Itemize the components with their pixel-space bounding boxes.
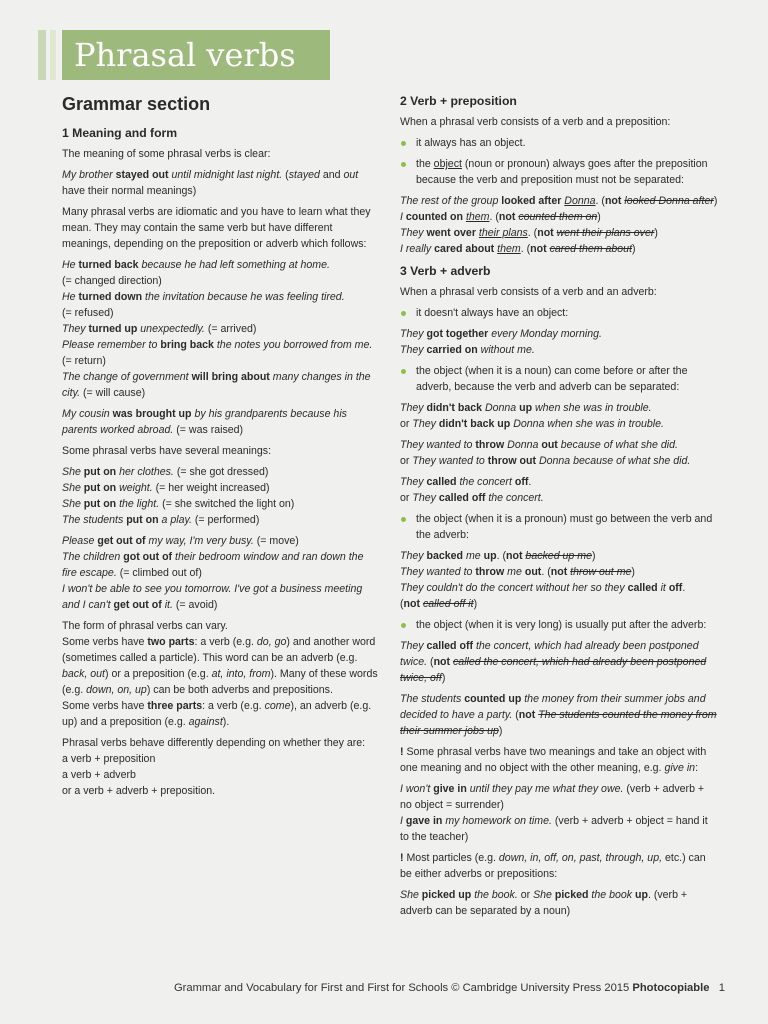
example-line: I really cared about them. (not cared them about) [400,243,636,255]
example-line: They called the concert off. [400,476,532,488]
s3-example-9: She picked up the book. or She picked the book up. (verb + adverb can be separated by a noun) [400,889,688,917]
s2-bullet-list [400,135,718,188]
example-line: The children got out of their bedroom window and ran down the fire escape. (= climbed out of) [62,551,364,579]
s3-examples-1 [400,326,718,358]
list-item: it doesn't always have an object: [400,305,718,321]
list-item: the object (when it is a noun) can come before or after the adverb, because the verb and adverb can be separated: [400,363,718,395]
header-decor-strip [38,30,46,80]
example-line: They wanted to throw me out. (not throw out me) [400,566,635,578]
s3-examples-8 [400,781,718,845]
example-line: or They didn't back up Donna when she was in trouble. [400,418,664,430]
photocopiable-label: Photocopiable [632,982,710,994]
example-line: They carried on without me. [400,344,535,356]
s3-examples-5 [400,548,718,612]
page-number: 1 [718,982,725,994]
s1-paragraph-3: Some phrasal verbs have several meanings: [62,445,272,457]
example-line: or They called off the concert. [400,492,544,504]
s3-examples-4 [400,474,718,506]
example-line: He turned down the invitation because he was feeling tired. (= refused) [62,291,345,319]
section-1-heading: 1 Meaning and form [62,126,178,140]
example-line: (not called off it) [400,598,478,610]
example-line: She put on the light. (= she switched the light on) [62,498,295,510]
s1-example-group-2 [62,257,380,401]
s1-example-3: My cousin was brought up by his grandparents because his parents worked abroad. (= was raised) [62,408,347,436]
s1-form-block [62,618,380,730]
example-line: Please get out of my way, I'm very busy. (= move) [62,535,299,547]
example-line: They backed me up. (not backed up me) [400,550,596,562]
s1-paragraph-7: Phrasal verbs behave differently depending on whether they are: a verb + preposition a verb + adverb or a verb + adverb + preposition. [62,737,366,797]
example-line: They couldn't do the concert without her so they called it off. [400,582,686,594]
list-item: it always has an object. [400,135,718,151]
s3-note-1: ! Some phrasal verbs have two meanings and take an object with one meaning and no object with the other meaning, e.g. give in: [400,746,707,774]
s2-examples [400,193,718,257]
example-line: I won't give in until they pay me what they owe. (verb + adverb + no object = surrender) [400,783,705,811]
s1-example-group-5 [62,533,380,613]
s1-paragraph-5: Some verbs have two parts: a verb (e.g. do, go) and another word (sometimes called a particle). This word can be an adverb (e.g. back, out) or a preposition (e.g. at, into, from). Many of these words (e.g. down, on, up) can be both adverbs and prepositions. [62,636,378,696]
s3-bullet-3 [400,511,718,543]
s2-intro: When a phrasal verb consists of a verb and a preposition: [400,116,671,128]
example-line: I counted on them. (not counted them on) [400,211,601,223]
example-line: She put on her clothes. (= she got dressed) [62,466,269,478]
s3-bullet-4 [400,617,718,633]
example-line: She put on weight. (= her weight increased) [62,482,270,494]
list-item: the object (when it is very long) is usually put after the adverb: [400,617,718,633]
s1-example-group-4 [62,464,380,528]
example-line: They didn't back Donna up when she was in trouble. [400,402,652,414]
right-column [400,90,718,924]
section-3-heading: 3 Verb + adverb [400,264,491,278]
left-column [62,90,380,804]
header-decor-strip-light [50,30,56,80]
copyright-text: Grammar and Vocabulary for First and First for Schools © Cambridge University Press 2015 [173,982,630,994]
page-footer [110,982,725,994]
example-line: or They wanted to throw out Donna because of what she did. [400,455,691,467]
example-line: The rest of the group looked after Donna. (not looked Donna after) [400,195,718,207]
s3-bullet-2 [400,363,718,395]
s1-paragraph-4: The form of phrasal verbs can vary. [62,620,228,632]
section-2-heading: 2 Verb + preposition [400,94,517,108]
s3-intro: When a phrasal verb consists of a verb and an adverb: [400,286,657,298]
example-line: Please remember to bring back the notes you borrowed from me. (= return) [62,339,373,367]
s3-note-2: ! Most particles (e.g. down, in, off, on, past, through, up, etc.) can be either adverbs or prepositions: [400,852,706,880]
s3-examples-2 [400,400,718,432]
s3-example-6: They called off the concert, which had already been postponed twice. (not called the concert, which had already been postponed twice, off) [400,640,707,684]
example-line: They went over their plans. (not went their plans over) [400,227,658,239]
list-item: the object (when it is a pronoun) must go between the verb and the adverb: [400,511,718,543]
s1-intro: The meaning of some phrasal verbs is clear: [62,148,271,160]
example-line: They wanted to throw Donna out because of what she did. [400,439,678,451]
s1-paragraph-2: Many phrasal verbs are idiomatic and you have to learn what they mean. They may contain the same verb but have different meanings, depending on the preposition or adverb which follows: [62,206,371,250]
example-line: The change of government will bring about many changes in the city. (= will cause) [62,371,371,399]
grammar-section-heading: Grammar section [62,94,211,114]
s1-example-1: My brother stayed out until midnight last night. (stayed and out have their normal meanings) [62,169,359,197]
example-line: I gave in my homework on time. (verb + adverb + object = hand it to the teacher) [400,815,708,843]
list-item: the object (noun or pronoun) always goes after the preposition because the verb and preposition must not be separated: [400,156,718,188]
example-line: I won't be able to see you tomorrow. I've got a business meeting and I can't get out of it. (= avoid) [62,583,363,611]
example-line: He turned back because he had left something at home. (= changed direction) [62,259,330,287]
s3-example-7: The students counted up the money from their summer jobs and decided to have a party. (not The students counted the money from their summer jobs up) [400,693,717,737]
s1-paragraph-6: Some verbs have three parts: a verb (e.g. come), an adverb (e.g. up) and a preposition (e.g. against). [62,700,372,728]
page-title: Phrasal verbs [62,30,330,80]
s3-bullet-1 [400,305,718,321]
example-line: They got together every Monday morning. [400,328,602,340]
example-line: The students put on a play. (= performed) [62,514,260,526]
s3-examples-3 [400,437,718,469]
example-line: They turned up unexpectedly. (= arrived) [62,323,257,335]
